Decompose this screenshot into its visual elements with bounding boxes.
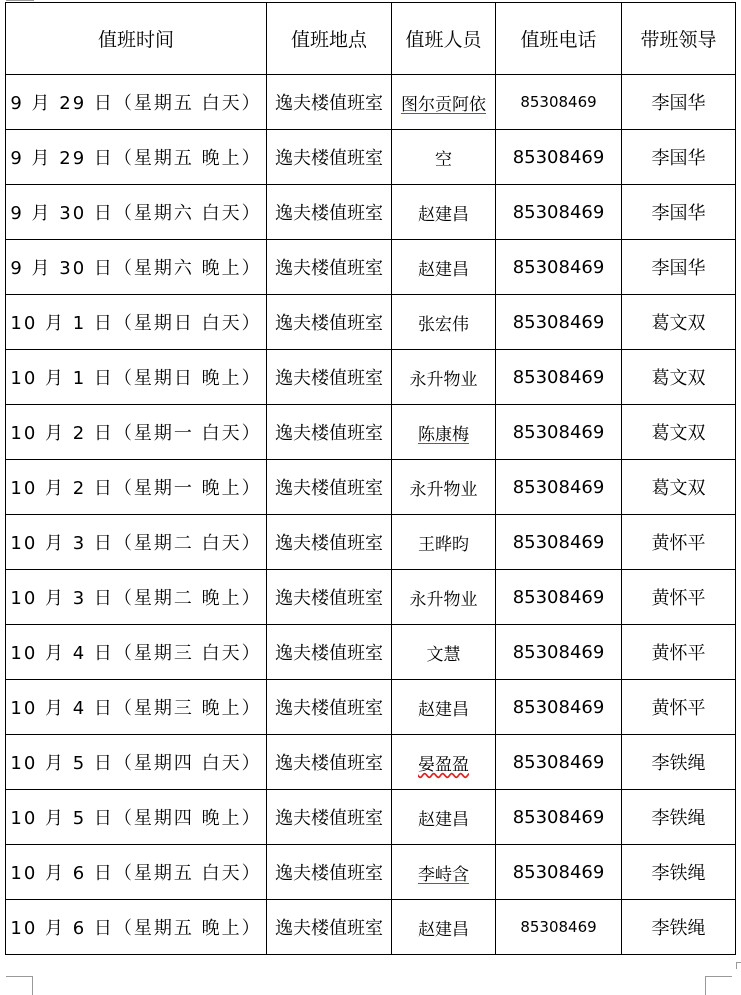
duty-schedule-table	[5, 2, 736, 955]
person-name: 空	[435, 149, 452, 170]
cell-leader: 葛文双	[622, 460, 736, 515]
cell-phone: 85308469	[496, 295, 622, 350]
cell-person	[392, 735, 496, 790]
table-row	[6, 185, 736, 240]
cell-time: 9 月 29 日（星期五 白天）	[6, 75, 267, 130]
person-name: 文慧	[426, 644, 461, 665]
cell-time: 10 月 1 日（星期日 白天）	[6, 295, 267, 350]
cell-time: 10 月 6 日（星期五 晚上）	[6, 900, 267, 955]
cell-location: 逸夫楼值班室	[267, 625, 392, 680]
cell-leader: 李国华	[622, 75, 736, 130]
cell-time: 9 月 30 日（星期六 晚上）	[6, 240, 267, 295]
cell-phone: 85308469	[496, 625, 622, 680]
cell-phone: 85308469	[496, 515, 622, 570]
cell-leader: 黄怀平	[622, 625, 736, 680]
person-name: 永升物业	[409, 479, 478, 500]
table-header-row	[6, 3, 736, 75]
cell-phone: 85308469	[496, 900, 622, 955]
page-corner-mark	[6, 0, 34, 1]
cell-location: 逸夫楼值班室	[267, 735, 392, 790]
table-row	[6, 625, 736, 680]
cell-phone: 85308469	[496, 405, 622, 460]
cell-phone: 85308469	[496, 460, 622, 515]
cell-location: 逸夫楼值班室	[267, 130, 392, 185]
cell-person	[392, 900, 496, 955]
cell-leader: 李铁绳	[622, 900, 736, 955]
header-location: 值班地点	[267, 3, 392, 75]
header-time: 值班时间	[6, 3, 267, 75]
cell-leader: 黄怀平	[622, 515, 736, 570]
person-name: 赵建昌	[418, 919, 469, 940]
person-name: 王晔昀	[418, 534, 469, 555]
cell-leader: 李国华	[622, 240, 736, 295]
table-row	[6, 130, 736, 185]
header-leader: 带班领导	[622, 3, 736, 75]
cell-person	[392, 570, 496, 625]
page-corner-mark	[705, 976, 732, 995]
cell-phone: 85308469	[496, 845, 622, 900]
cell-leader: 李国华	[622, 185, 736, 240]
table-row	[6, 295, 736, 350]
cell-location: 逸夫楼值班室	[267, 460, 392, 515]
cell-leader: 李国华	[622, 130, 736, 185]
table-row	[6, 735, 736, 790]
cell-leader: 葛文双	[622, 405, 736, 460]
cell-location: 逸夫楼值班室	[267, 350, 392, 405]
person-name: 晏盈盈	[418, 754, 469, 775]
person-name: 李峙含	[418, 864, 469, 885]
cell-location: 逸夫楼值班室	[267, 515, 392, 570]
cell-person	[392, 515, 496, 570]
table-row	[6, 460, 736, 515]
cell-location: 逸夫楼值班室	[267, 790, 392, 845]
table-row	[6, 405, 736, 460]
page-corner-mark	[6, 976, 33, 995]
cell-location: 逸夫楼值班室	[267, 75, 392, 130]
person-name: 赵建昌	[418, 259, 469, 280]
cell-leader: 黄怀平	[622, 570, 736, 625]
cell-leader: 李铁绳	[622, 790, 736, 845]
cell-phone: 85308469	[496, 570, 622, 625]
person-name: 陈康梅	[418, 424, 469, 445]
cell-person	[392, 350, 496, 405]
cell-person	[392, 790, 496, 845]
cell-time: 10 月 1 日（星期日 晚上）	[6, 350, 267, 405]
person-name: 永升物业	[409, 589, 478, 610]
cell-phone: 85308469	[496, 75, 622, 130]
cell-time: 10 月 4 日（星期三 晚上）	[6, 680, 267, 735]
cell-location: 逸夫楼值班室	[267, 680, 392, 735]
cell-location: 逸夫楼值班室	[267, 185, 392, 240]
person-name: 永升物业	[409, 369, 478, 390]
table-row	[6, 570, 736, 625]
cell-phone: 85308469	[496, 680, 622, 735]
cell-leader: 李铁绳	[622, 845, 736, 900]
cell-leader: 李铁绳	[622, 735, 736, 790]
cell-person	[392, 130, 496, 185]
cell-phone: 85308469	[496, 185, 622, 240]
cell-location: 逸夫楼值班室	[267, 900, 392, 955]
cell-time: 9 月 29 日（星期五 晚上）	[6, 130, 267, 185]
cell-leader: 黄怀平	[622, 680, 736, 735]
cell-time: 10 月 4 日（星期三 白天）	[6, 625, 267, 680]
cell-time: 10 月 2 日（星期一 晚上）	[6, 460, 267, 515]
table-row	[6, 900, 736, 955]
table-row	[6, 790, 736, 845]
cell-person	[392, 845, 496, 900]
person-name: 赵建昌	[418, 204, 469, 225]
cell-phone: 85308469	[496, 240, 622, 295]
cell-time: 10 月 2 日（星期一 白天）	[6, 405, 267, 460]
table-row	[6, 350, 736, 405]
header-phone: 值班电话	[496, 3, 622, 75]
cell-phone: 85308469	[496, 130, 622, 185]
cell-time: 10 月 3 日（星期二 晚上）	[6, 570, 267, 625]
cell-time: 10 月 5 日（星期四 白天）	[6, 735, 267, 790]
cell-time: 9 月 30 日（星期六 白天）	[6, 185, 267, 240]
cell-person	[392, 625, 496, 680]
table-row	[6, 515, 736, 570]
cell-person	[392, 75, 496, 130]
cell-person	[392, 295, 496, 350]
person-name: 赵建昌	[418, 699, 469, 720]
cell-location: 逸夫楼值班室	[267, 295, 392, 350]
cell-phone: 85308469	[496, 350, 622, 405]
table-row	[6, 240, 736, 295]
cell-time: 10 月 5 日（星期四 晚上）	[6, 790, 267, 845]
cell-time: 10 月 6 日（星期五 白天）	[6, 845, 267, 900]
cell-person	[392, 185, 496, 240]
cell-location: 逸夫楼值班室	[267, 240, 392, 295]
cell-leader: 葛文双	[622, 350, 736, 405]
cell-time: 10 月 3 日（星期二 白天）	[6, 515, 267, 570]
cell-location: 逸夫楼值班室	[267, 405, 392, 460]
person-name: 图尔贡阿依	[401, 94, 486, 115]
table-row	[6, 680, 736, 735]
table-row	[6, 75, 736, 130]
cell-person	[392, 405, 496, 460]
table-row	[6, 845, 736, 900]
cell-person	[392, 240, 496, 295]
cell-phone: 85308469	[496, 735, 622, 790]
cell-location: 逸夫楼值班室	[267, 845, 392, 900]
header-person: 值班人员	[392, 3, 496, 75]
cell-leader: 葛文双	[622, 295, 736, 350]
paragraph-mark	[736, 962, 741, 969]
person-name: 张宏伟	[418, 314, 469, 335]
cell-person	[392, 460, 496, 515]
cell-phone: 85308469	[496, 790, 622, 845]
person-name: 赵建昌	[418, 809, 469, 830]
cell-location: 逸夫楼值班室	[267, 570, 392, 625]
cell-person	[392, 680, 496, 735]
